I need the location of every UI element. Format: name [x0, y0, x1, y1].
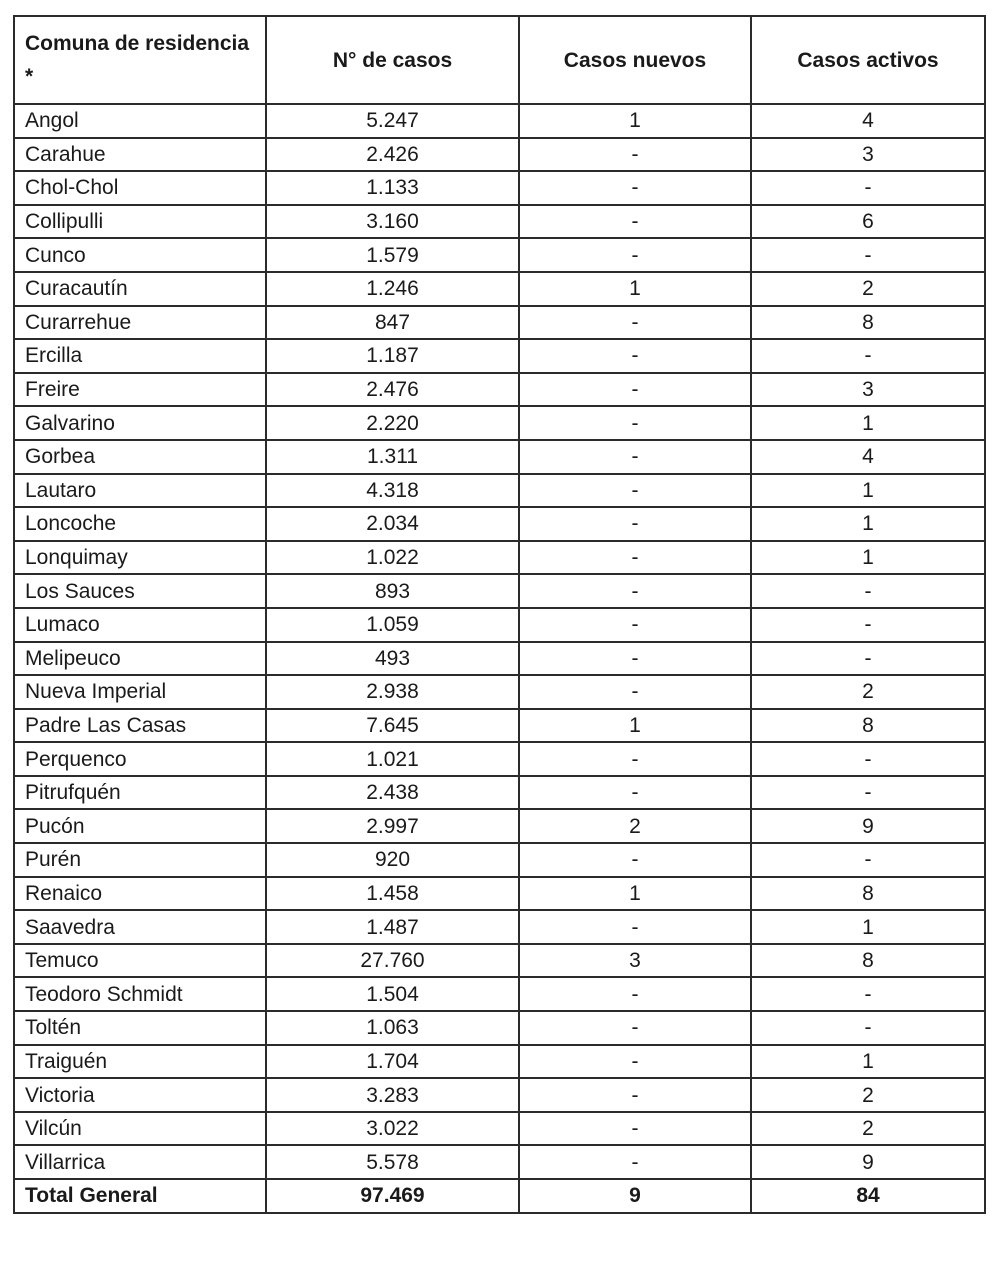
cell-comuna: Curacautín [14, 272, 266, 306]
cell-num-casos: 1.458 [266, 877, 519, 911]
cell-casos-nuevos: - [519, 171, 751, 205]
cell-casos-nuevos: - [519, 910, 751, 944]
cell-casos-activos: - [751, 742, 985, 776]
cell-num-casos: 1.311 [266, 440, 519, 474]
total-nuevos: 9 [519, 1179, 751, 1213]
table-row [14, 608, 985, 642]
table-row [14, 104, 985, 138]
cell-casos-nuevos: - [519, 1011, 751, 1045]
table-row [14, 977, 985, 1011]
cell-num-casos: 4.318 [266, 474, 519, 508]
table-row [14, 843, 985, 877]
cell-casos-nuevos: 1 [519, 709, 751, 743]
cell-comuna: Pitrufquén [14, 776, 266, 810]
cell-casos-activos: 8 [751, 944, 985, 978]
cell-num-casos: 3.160 [266, 205, 519, 239]
cell-casos-activos: - [751, 776, 985, 810]
table-row [14, 138, 985, 172]
cell-comuna: Vilcún [14, 1112, 266, 1146]
table-row [14, 474, 985, 508]
cell-casos-nuevos: - [519, 306, 751, 340]
cell-casos-nuevos: - [519, 977, 751, 1011]
table-row [14, 1078, 985, 1112]
total-activos: 84 [751, 1179, 985, 1213]
cell-num-casos: 1.022 [266, 541, 519, 575]
table-header [14, 16, 985, 104]
cell-comuna: Saavedra [14, 910, 266, 944]
cell-num-casos: 847 [266, 306, 519, 340]
cell-num-casos: 1.246 [266, 272, 519, 306]
cell-comuna: Renaico [14, 877, 266, 911]
cell-comuna: Chol-Chol [14, 171, 266, 205]
cell-casos-nuevos: - [519, 843, 751, 877]
table-row [14, 306, 985, 340]
cell-num-casos: 1.059 [266, 608, 519, 642]
cell-num-casos: 7.645 [266, 709, 519, 743]
table-row [14, 742, 985, 776]
table-row [14, 507, 985, 541]
cell-num-casos: 1.187 [266, 339, 519, 373]
cell-casos-activos: 3 [751, 138, 985, 172]
total-row [14, 1179, 985, 1213]
table-row [14, 809, 985, 843]
cell-num-casos: 2.438 [266, 776, 519, 810]
cell-num-casos: 2.426 [266, 138, 519, 172]
cell-casos-nuevos: - [519, 608, 751, 642]
cell-casos-nuevos: - [519, 373, 751, 407]
cell-comuna: Lumaco [14, 608, 266, 642]
cell-num-casos: 2.997 [266, 809, 519, 843]
cell-comuna: Los Sauces [14, 574, 266, 608]
table-row [14, 205, 985, 239]
cell-casos-activos: - [751, 1011, 985, 1045]
cell-comuna: Cunco [14, 238, 266, 272]
cell-casos-nuevos: - [519, 675, 751, 709]
header-num-casos: N° de casos [266, 16, 519, 104]
cell-casos-activos: - [751, 977, 985, 1011]
header-row [14, 16, 985, 104]
total-casos: 97.469 [266, 1179, 519, 1213]
cell-num-casos: 893 [266, 574, 519, 608]
table-row [14, 171, 985, 205]
cell-casos-activos: 1 [751, 474, 985, 508]
cell-casos-nuevos: - [519, 1145, 751, 1179]
cell-casos-nuevos: - [519, 1045, 751, 1079]
cell-comuna: Teodoro Schmidt [14, 977, 266, 1011]
cell-casos-activos: 9 [751, 1145, 985, 1179]
cell-num-casos: 1.487 [266, 910, 519, 944]
cell-num-casos: 2.476 [266, 373, 519, 407]
cell-num-casos: 5.578 [266, 1145, 519, 1179]
cell-casos-activos: 4 [751, 440, 985, 474]
table-row [14, 440, 985, 474]
table-row [14, 373, 985, 407]
cell-casos-nuevos: - [519, 1078, 751, 1112]
cell-comuna: Melipeuco [14, 642, 266, 676]
cell-casos-activos: - [751, 843, 985, 877]
table-row [14, 272, 985, 306]
cell-comuna: Angol [14, 104, 266, 138]
table-row [14, 877, 985, 911]
cell-casos-activos: 8 [751, 709, 985, 743]
cell-num-casos: 1.579 [266, 238, 519, 272]
cell-comuna: Nueva Imperial [14, 675, 266, 709]
table-row [14, 944, 985, 978]
cell-num-casos: 2.220 [266, 406, 519, 440]
cell-comuna: Pucón [14, 809, 266, 843]
cell-casos-nuevos: - [519, 742, 751, 776]
table-row [14, 776, 985, 810]
cell-comuna: Toltén [14, 1011, 266, 1045]
cell-casos-activos: 1 [751, 910, 985, 944]
cell-casos-activos: 2 [751, 675, 985, 709]
cell-casos-activos: - [751, 574, 985, 608]
cell-casos-activos: 1 [751, 1045, 985, 1079]
cell-comuna: Collipulli [14, 205, 266, 239]
cell-num-casos: 2.938 [266, 675, 519, 709]
table-row [14, 1011, 985, 1045]
cell-casos-nuevos: - [519, 474, 751, 508]
cell-casos-nuevos: 1 [519, 104, 751, 138]
cell-casos-nuevos: - [519, 238, 751, 272]
cell-casos-nuevos: - [519, 507, 751, 541]
cell-comuna: Perquenco [14, 742, 266, 776]
cell-comuna: Lonquimay [14, 541, 266, 575]
cell-comuna: Carahue [14, 138, 266, 172]
cell-casos-activos: 6 [751, 205, 985, 239]
table-row [14, 642, 985, 676]
cell-comuna: Victoria [14, 1078, 266, 1112]
cell-casos-nuevos: 1 [519, 272, 751, 306]
cell-num-casos: 1.021 [266, 742, 519, 776]
table-row [14, 541, 985, 575]
cell-num-casos: 493 [266, 642, 519, 676]
cell-num-casos: 3.022 [266, 1112, 519, 1146]
header-casos-nuevos: Casos nuevos [519, 16, 751, 104]
cell-comuna: Curarrehue [14, 306, 266, 340]
cell-casos-nuevos: 1 [519, 877, 751, 911]
cell-casos-nuevos: - [519, 776, 751, 810]
cell-casos-activos: - [751, 608, 985, 642]
cell-comuna: Gorbea [14, 440, 266, 474]
cell-casos-activos: - [751, 238, 985, 272]
cell-casos-activos: - [751, 171, 985, 205]
cell-comuna: Temuco [14, 944, 266, 978]
table-row [14, 1145, 985, 1179]
cell-casos-activos: 4 [751, 104, 985, 138]
cell-casos-nuevos: - [519, 406, 751, 440]
cell-casos-activos: 8 [751, 306, 985, 340]
cell-casos-nuevos: - [519, 440, 751, 474]
cell-num-casos: 920 [266, 843, 519, 877]
cell-comuna: Galvarino [14, 406, 266, 440]
cell-casos-nuevos: - [519, 541, 751, 575]
table-row [14, 910, 985, 944]
cell-casos-activos: 1 [751, 507, 985, 541]
cell-num-casos: 5.247 [266, 104, 519, 138]
cell-comuna: Villarrica [14, 1145, 266, 1179]
cell-casos-nuevos: - [519, 339, 751, 373]
cell-casos-activos: 3 [751, 373, 985, 407]
table-row [14, 1045, 985, 1079]
cell-comuna: Traiguén [14, 1045, 266, 1079]
cell-casos-activos: 1 [751, 541, 985, 575]
cell-casos-activos: - [751, 339, 985, 373]
cell-casos-activos: 9 [751, 809, 985, 843]
cell-casos-nuevos: - [519, 205, 751, 239]
cell-casos-activos: - [751, 642, 985, 676]
header-comuna: Comuna de residencia * [14, 16, 266, 104]
header-casos-activos: Casos activos [751, 16, 985, 104]
cell-casos-nuevos: 2 [519, 809, 751, 843]
cell-num-casos: 1.504 [266, 977, 519, 1011]
table-row [14, 709, 985, 743]
table-row [14, 675, 985, 709]
cell-casos-activos: 2 [751, 1078, 985, 1112]
cell-num-casos: 1.063 [266, 1011, 519, 1045]
cell-comuna: Purén [14, 843, 266, 877]
table-body [14, 104, 985, 1213]
cell-casos-nuevos: - [519, 138, 751, 172]
total-label: Total General [14, 1179, 266, 1213]
cell-casos-nuevos: - [519, 574, 751, 608]
cell-comuna: Ercilla [14, 339, 266, 373]
cell-num-casos: 3.283 [266, 1078, 519, 1112]
table-row [14, 1112, 985, 1146]
table-row [14, 406, 985, 440]
cell-casos-nuevos: 3 [519, 944, 751, 978]
cases-by-comuna-table [13, 15, 986, 1214]
cell-casos-activos: 1 [751, 406, 985, 440]
cell-num-casos: 27.760 [266, 944, 519, 978]
cell-comuna: Freire [14, 373, 266, 407]
cell-casos-activos: 2 [751, 272, 985, 306]
cell-casos-activos: 2 [751, 1112, 985, 1146]
table-row [14, 238, 985, 272]
table-row [14, 339, 985, 373]
cell-num-casos: 1.133 [266, 171, 519, 205]
cell-casos-activos: 8 [751, 877, 985, 911]
cell-comuna: Loncoche [14, 507, 266, 541]
cell-casos-nuevos: - [519, 1112, 751, 1146]
cell-num-casos: 1.704 [266, 1045, 519, 1079]
cell-comuna: Padre Las Casas [14, 709, 266, 743]
table-row [14, 574, 985, 608]
cell-comuna: Lautaro [14, 474, 266, 508]
cell-casos-nuevos: - [519, 642, 751, 676]
cell-num-casos: 2.034 [266, 507, 519, 541]
